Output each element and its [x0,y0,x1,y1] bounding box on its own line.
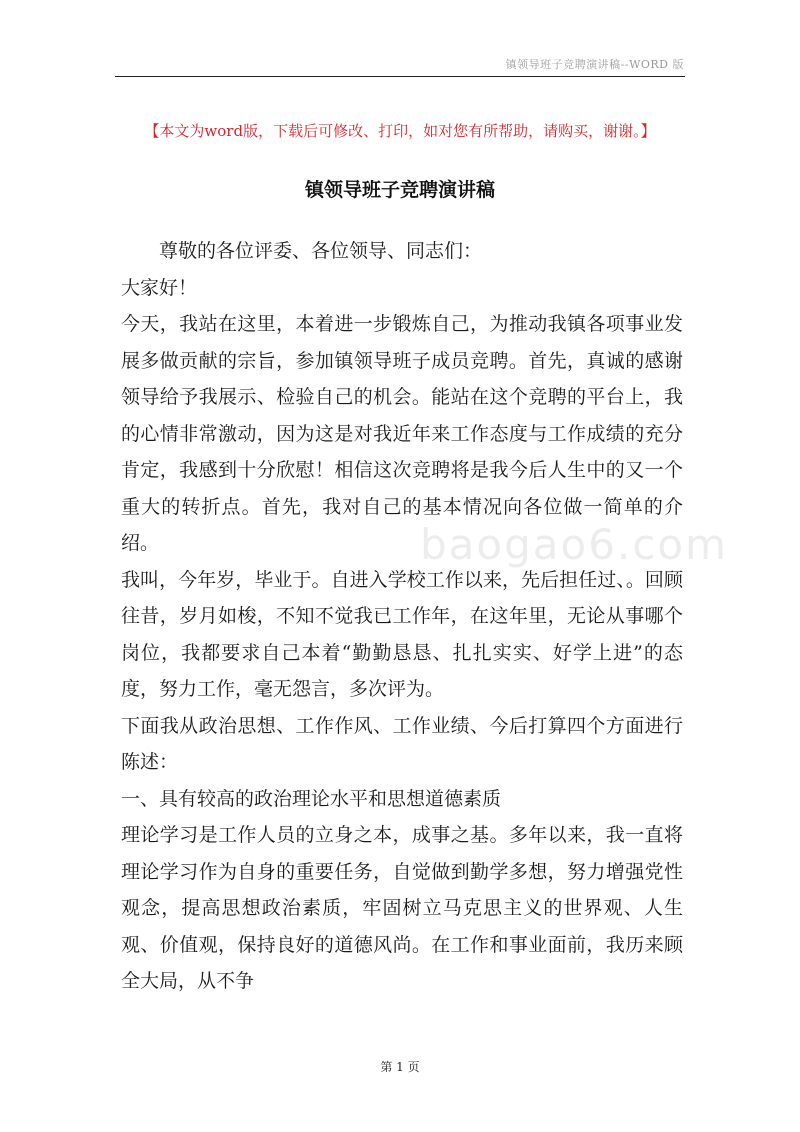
running-header: 镇领导班子竞聘演讲稿--WORD 版 [505,58,684,71]
site-watermark: baogao6.com [420,520,728,569]
download-notice: 【本文为word版，下载后可修改、打印，如对您有所帮助，请购买，谢谢。】 [144,122,656,140]
document-body [121,233,683,1000]
section-heading-1: 一、具有较高的政治理论水平和思想道德素质 [121,787,502,810]
paragraph-outline: 下面我从政治思想、工作作风、工作业绩、今后打算四个方面进行陈述： [121,714,683,773]
paragraph-opening: 今天，我站在这里，本着进一步锻炼自己，为推动我镇各项事业发展多做贡献的宗旨，参加镇领导班子成员竞聘。首先，真诚的感谢领导给予我展示、检验自己的机会。能站在这个竞聘的平台上，我的心情非常激动，因为这是对我近年来工作态度与工作成绩的充分肯定，我感到十分欣慰！相信这次竞聘将是我今后人生中的又一个重大的转折点。首先，我对自己的基本情况向各位做一简单的介绍。 [121,313,683,554]
paragraph-greeting: 大家好！ [121,276,198,299]
page-number: 第 1 页 [380,1060,420,1074]
paragraph-theory-study: 理论学习是工作人员的立身之本，成事之基。多年以来，我一直将理论学习作为自身的重要任务，自觉做到勤学多想，努力增强党性观念，提高思想政治素质，牢固树立马克思主义的世界观、人生观、价值观，保持良好的道德风尚。在工作和事业面前，我历来顾全大局，从不争 [121,824,683,992]
paragraph-salutation: 尊敬的各位评委、各位领导、同志们： [159,240,483,262]
header-divider [115,76,685,77]
document-title: 镇领导班子竞聘演讲稿 [304,179,495,201]
paragraph-self-intro: 我叫，今年岁，毕业于。自进入学校工作以来，先后担任过、。回顾往昔，岁月如梭，不知不觉我已工作年，在这年里，无论从事哪个岗位，我都要求自己本着“勤勤恳恳、扎扎实实、好学上进”的态度，努力工作，毫无怨言，多次评为。 [121,568,683,700]
